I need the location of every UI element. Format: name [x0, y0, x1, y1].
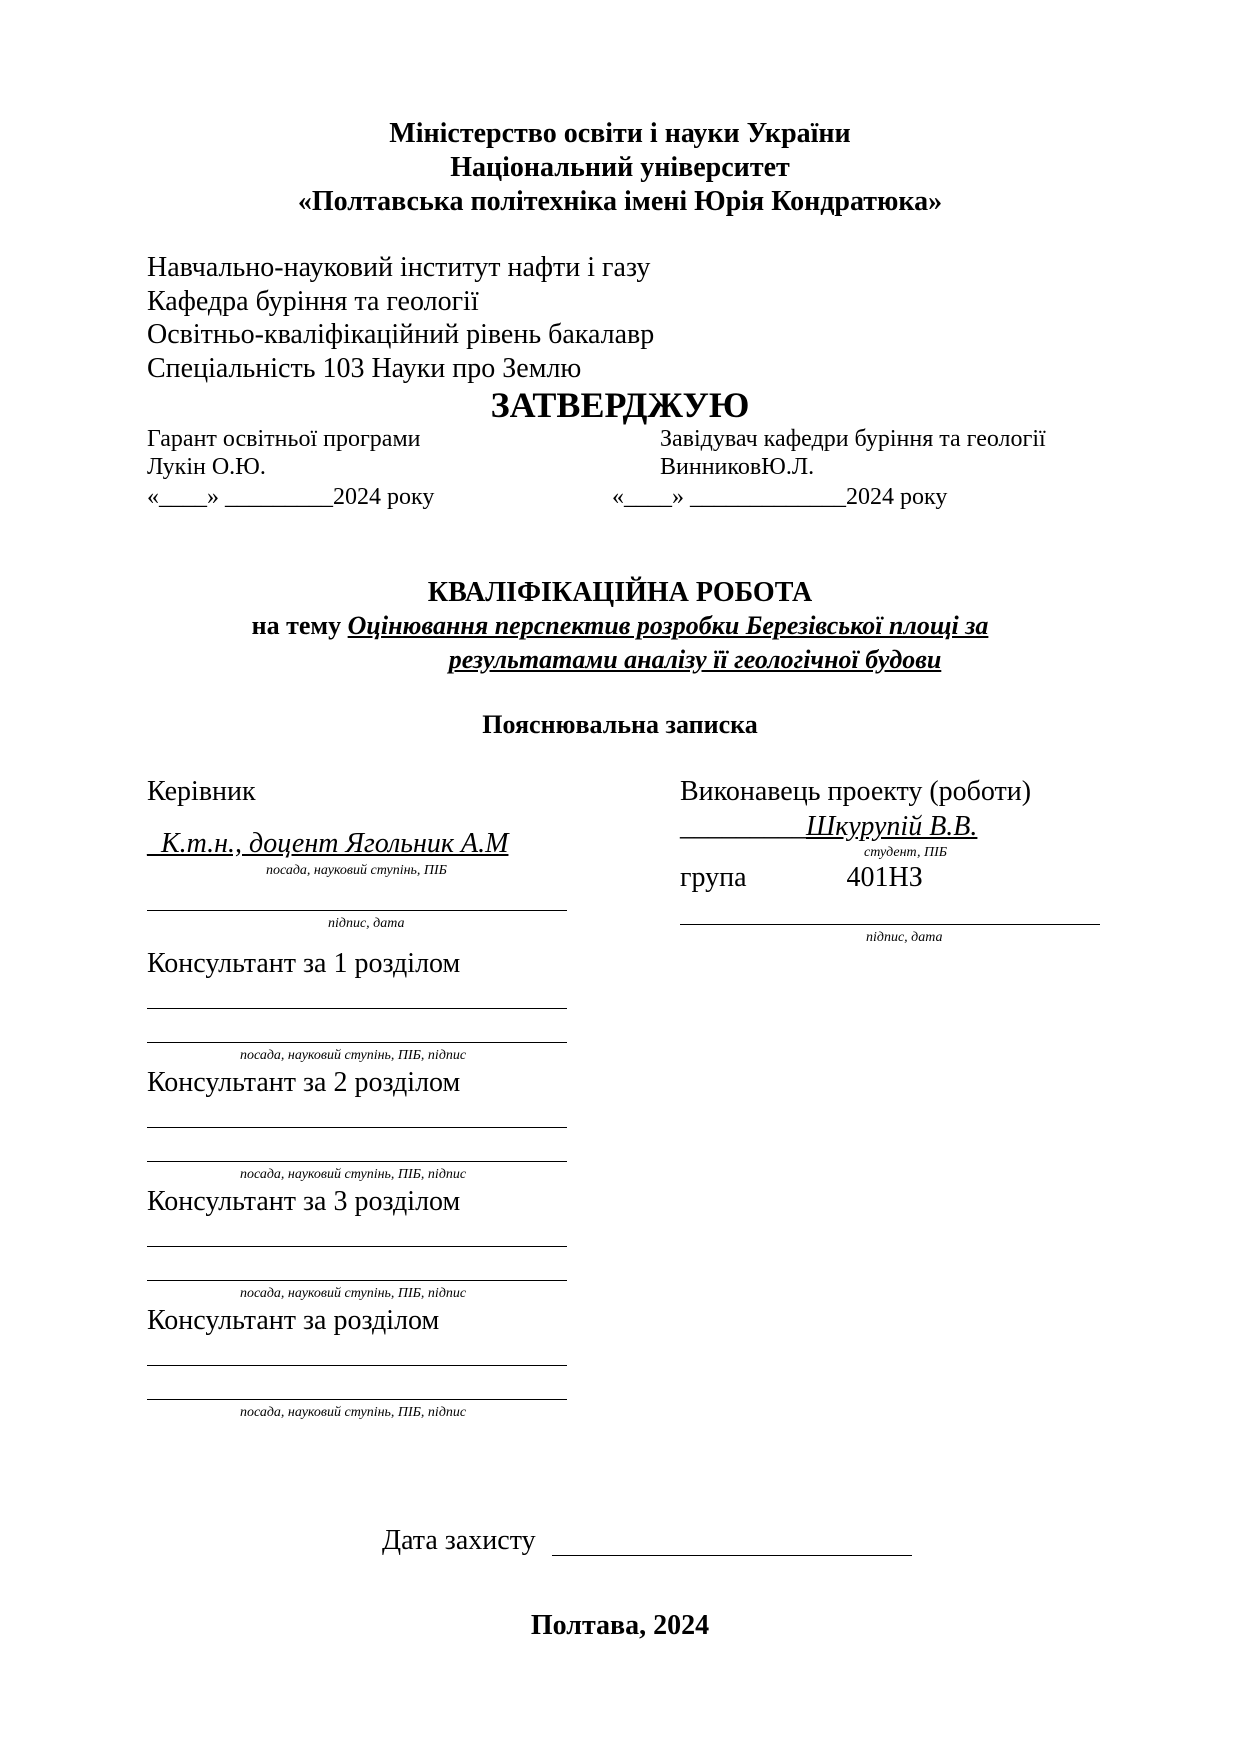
approve-title: ЗАТВЕРДЖУЮ [490, 385, 750, 425]
executor-name: Шкурупій В.В. [806, 811, 978, 842]
consultant-3-caption: посада, науковий ступінь, ПІБ, підпис [240, 1286, 467, 1301]
institute-line: Навчально-науковий інститут нафти і газу [147, 252, 651, 283]
consultant-3-line-1 [147, 1246, 567, 1247]
guarantor-name: Лукін О.Ю. [147, 454, 266, 480]
topic-text-1: Оцінювання перспектив розробки Березівської площі за [347, 611, 989, 640]
supervisor-label: Керівник [147, 776, 256, 807]
guarantor-date [147, 483, 434, 511]
executor-name-caption: студент, ПІБ [864, 845, 948, 860]
supervisor-caption: посада, науковий ступінь, ПІБ [266, 863, 447, 878]
head-date-year: 2024 року [846, 484, 948, 510]
consultant-4-caption: посада, науковий ступінь, ПІБ, підпис [240, 1405, 467, 1420]
consultant-1-line-1 [147, 1008, 567, 1009]
executor-group-value: 401НЗ [846, 862, 923, 893]
executor-group-field [747, 862, 1062, 893]
consultant-3-label: Консультант за 3 розділом [147, 1186, 461, 1217]
consultant-4-label: Консультант за розділом [147, 1305, 440, 1336]
topic-text-2: результатами аналізу її геологічної будови [448, 645, 942, 674]
executor-name-line [680, 811, 977, 843]
consultant-1-caption: посада, науковий ступінь, ПІБ, підпис [240, 1048, 467, 1063]
university-name: «Полтавська політехніка імені Юрія Кондратюка» [297, 186, 943, 217]
topic-label: на тему [251, 611, 348, 640]
specialty-line: Спеціальність 103 Науки про Землю [147, 353, 582, 384]
consultant-1-line-2 [147, 1042, 567, 1043]
executor-group-label: група [680, 862, 747, 893]
supervisor-sign-caption: підпис, дата [328, 916, 405, 931]
executor-name-blank: _________ [680, 811, 806, 842]
consultant-2-line-2 [147, 1161, 567, 1162]
work-topic-line1 [0, 611, 1240, 641]
head-date-blank: «____» _____________ [612, 484, 846, 510]
consultant-2-label: Консультант за 2 розділом [147, 1067, 461, 1098]
city-year: Полтава, 2024 [530, 1610, 710, 1641]
level-line: Освітньо-кваліфікаційний рівень бакалавр [147, 319, 655, 350]
head-name: ВинниковЮ.Л. [660, 454, 815, 480]
explanatory-note: Пояснювальна записка [482, 710, 758, 739]
consultant-4-line-2 [147, 1399, 567, 1400]
supervisor-value: _К.т.н., доцент Ягольник А.М [147, 828, 509, 859]
head-role: Завідувач кафедри буріння та геології [660, 426, 1046, 452]
ministry-title: Міністерство освіти і науки України [389, 118, 851, 149]
university-title: Національний університет [450, 152, 790, 183]
guarantor-date-blank: «____» _________ [147, 484, 333, 510]
executor-label: Виконавець проекту (роботи) [680, 776, 1032, 807]
work-title: КВАЛІФІКАЦІЙНА РОБОТА [427, 577, 813, 608]
supervisor-sign-line [147, 910, 567, 911]
executor-sign-line [680, 924, 1100, 925]
executor-group-line [680, 862, 1062, 894]
work-topic-line2 [0, 645, 1240, 675]
consultant-1-label: Консультант за 1 розділом [147, 948, 461, 979]
head-date [612, 483, 947, 511]
defense-date-label: Дата захисту [382, 1525, 536, 1556]
guarantor-date-year: 2024 року [333, 484, 435, 510]
consultant-2-caption: посада, науковий ступінь, ПІБ, підпис [240, 1167, 467, 1182]
consultant-3-line-2 [147, 1280, 567, 1281]
department-line: Кафедра буріння та геології [147, 286, 479, 317]
consultant-2-line-1 [147, 1127, 567, 1128]
executor-sign-caption: підпис, дата [866, 930, 943, 945]
consultant-4-line-1 [147, 1365, 567, 1366]
guarantor-role: Гарант освітньої програми [147, 426, 421, 452]
defense-date-line [552, 1555, 912, 1556]
